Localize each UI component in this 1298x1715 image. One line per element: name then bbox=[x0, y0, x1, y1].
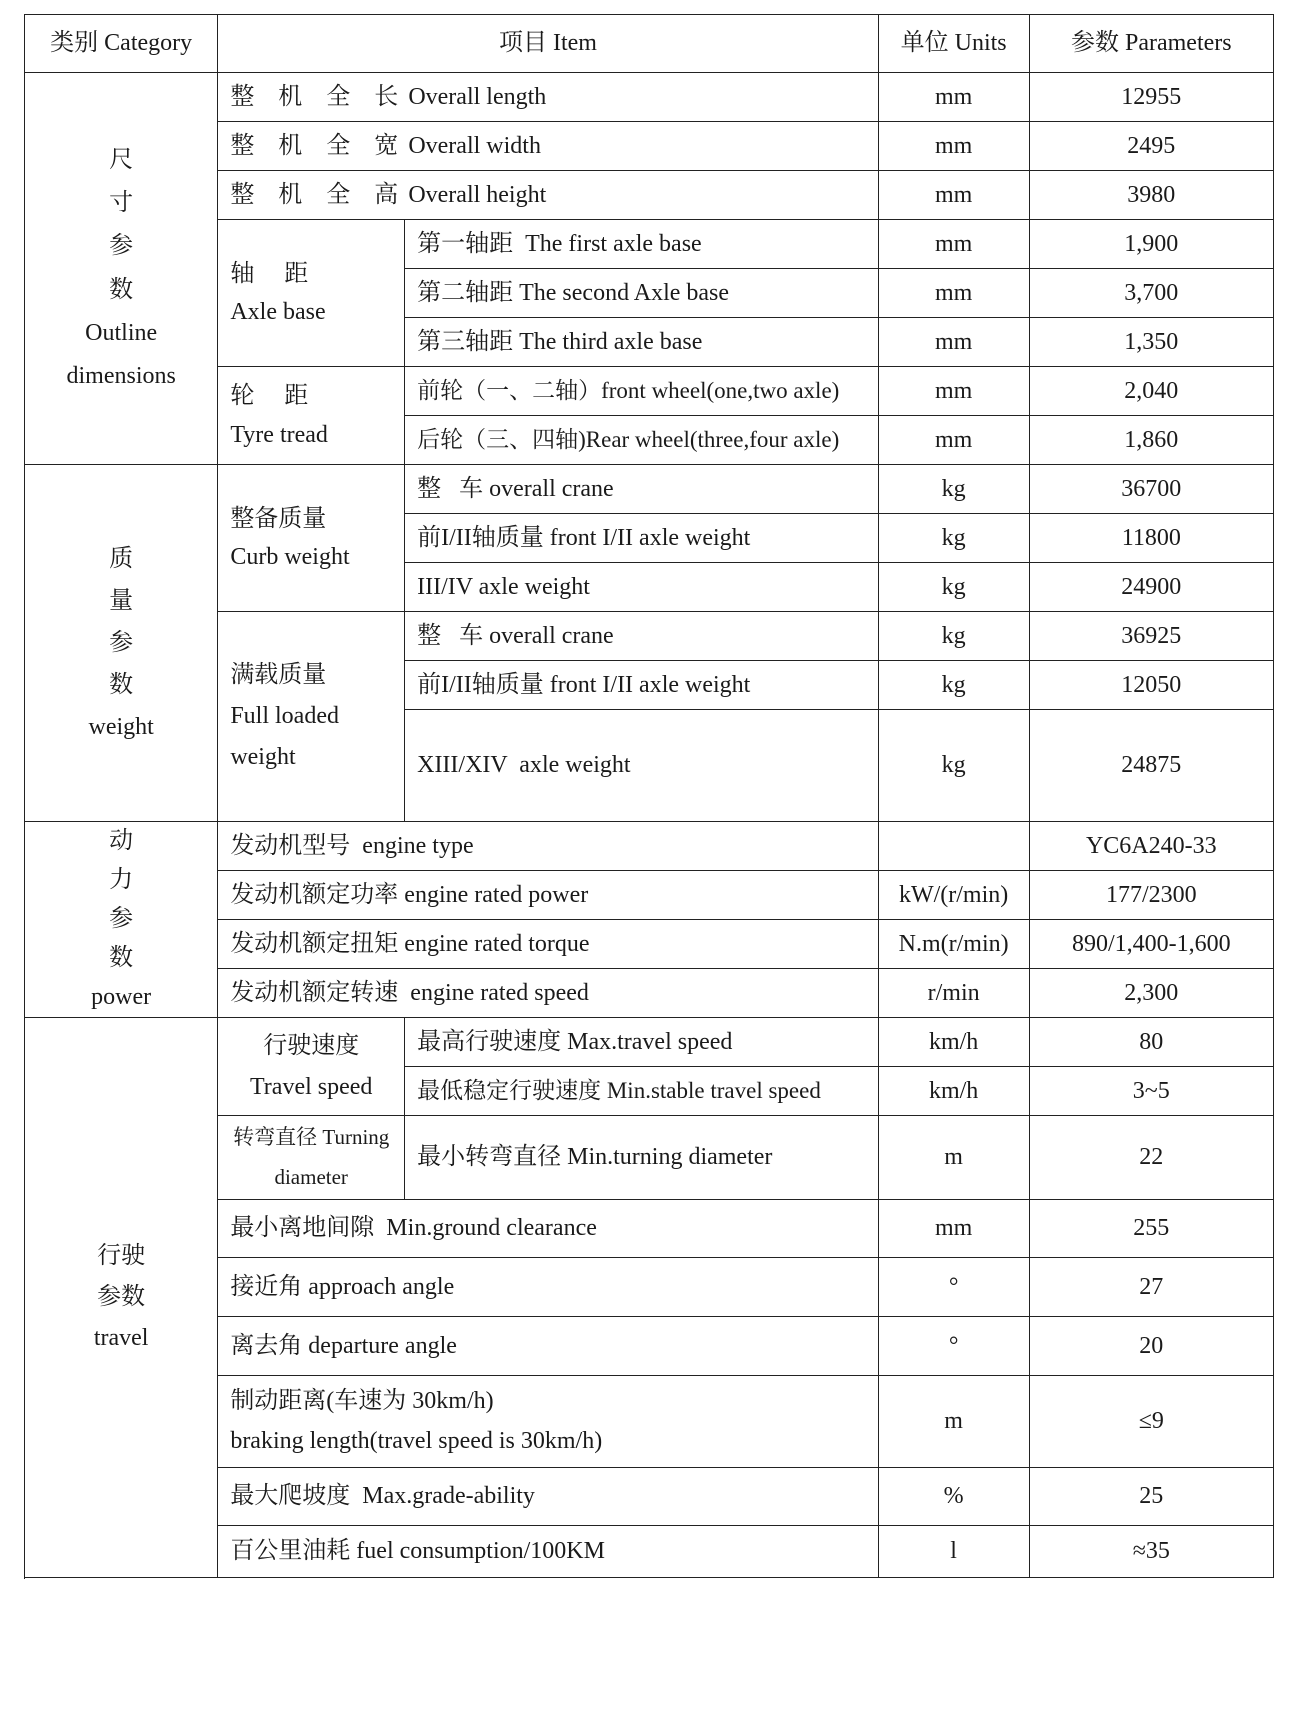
group-label: diameter bbox=[274, 1164, 348, 1189]
value-cell: 24875 bbox=[1029, 710, 1273, 822]
unit-cell: ° bbox=[878, 1258, 1029, 1317]
unit-cell: ° bbox=[878, 1317, 1029, 1376]
unit-cell: km/h bbox=[878, 1018, 1029, 1067]
value-cell: 890/1,400-1,600 bbox=[1029, 920, 1273, 969]
item-cell: 前轮（一、二轴）front wheel(one,two axle) bbox=[405, 367, 879, 416]
unit-cell: kg bbox=[878, 612, 1029, 661]
value-cell: 25 bbox=[1029, 1468, 1273, 1526]
item-cell: 接近角 approach angle bbox=[218, 1258, 878, 1317]
unit-cell: % bbox=[878, 1468, 1029, 1526]
item-cell: 整 车 overall crane bbox=[405, 465, 879, 514]
value-cell: ≤9 bbox=[1029, 1376, 1273, 1468]
item-cell bbox=[218, 122, 878, 171]
value-cell: 27 bbox=[1029, 1258, 1273, 1317]
category-text: 动 bbox=[109, 828, 134, 855]
unit-cell: mm bbox=[878, 367, 1029, 416]
item-cell bbox=[218, 171, 878, 220]
value-cell: 80 bbox=[1029, 1018, 1273, 1067]
value-cell: 20 bbox=[1029, 1317, 1273, 1376]
group-curb-weight bbox=[218, 465, 405, 612]
category-text: 质 bbox=[109, 546, 134, 572]
value-cell: 12955 bbox=[1029, 73, 1273, 122]
item-en: Overall height bbox=[408, 181, 547, 208]
item-cell: 第二轴距 The second Axle base bbox=[405, 269, 879, 318]
category-text: 数 bbox=[109, 276, 134, 303]
unit-cell: mm bbox=[878, 122, 1029, 171]
group-label: Travel speed bbox=[249, 1073, 373, 1100]
unit-cell: m bbox=[878, 1376, 1029, 1468]
category-text: dimensions bbox=[66, 362, 176, 389]
unit-cell: km/h bbox=[878, 1067, 1029, 1116]
item-zh: 整 机 全 宽 bbox=[230, 132, 403, 159]
table-row bbox=[25, 73, 1274, 122]
category-text: 寸 bbox=[109, 190, 134, 217]
value-cell: 1,900 bbox=[1029, 220, 1273, 269]
group-label: 满载质量 bbox=[230, 662, 327, 689]
item-cell: 前I/II轴质量 front I/II axle weight bbox=[405, 514, 879, 563]
group-full-loaded-weight bbox=[218, 612, 405, 822]
item-en: Overall width bbox=[408, 132, 541, 159]
category-outline bbox=[25, 73, 218, 465]
value-cell: 3,700 bbox=[1029, 269, 1273, 318]
item-cell: 百公里油耗 fuel consumption/100KM bbox=[218, 1526, 878, 1578]
unit-cell: l bbox=[878, 1526, 1029, 1578]
unit-cell: mm bbox=[878, 416, 1029, 465]
header-category: 类别 Category bbox=[25, 15, 218, 73]
item-line: braking length(travel speed is 30km/h) bbox=[230, 1427, 603, 1454]
item-cell: 最低稳定行驶速度 Min.stable travel speed bbox=[405, 1067, 879, 1116]
category-text: power bbox=[91, 983, 152, 1010]
group-label: Curb weight bbox=[230, 544, 350, 570]
item-cell: 发动机型号 engine type bbox=[218, 822, 878, 871]
category-text: 力 bbox=[109, 867, 134, 894]
group-label: Tyre tread bbox=[230, 421, 328, 448]
category-text: 参 bbox=[109, 906, 134, 933]
unit-cell: mm bbox=[878, 318, 1029, 367]
group-label: 轴 距 bbox=[230, 260, 315, 287]
item-cell: 最小离地间隙 Min.ground clearance bbox=[218, 1200, 878, 1258]
value-cell: 1,860 bbox=[1029, 416, 1273, 465]
item-cell: 整 车 overall crane bbox=[405, 612, 879, 661]
unit-cell bbox=[878, 822, 1029, 871]
unit-cell: r/min bbox=[878, 969, 1029, 1018]
value-cell: 2,300 bbox=[1029, 969, 1273, 1018]
category-power bbox=[25, 822, 218, 1018]
group-label: 轮 距 bbox=[230, 383, 315, 410]
group-label: Axle base bbox=[230, 299, 326, 325]
unit-cell: kg bbox=[878, 661, 1029, 710]
item-cell: III/IV axle weight bbox=[405, 563, 879, 612]
value-cell: 255 bbox=[1029, 1200, 1273, 1258]
category-text: travel bbox=[93, 1324, 149, 1351]
item-line: 制动距离(车速为 30km/h) bbox=[230, 1387, 494, 1414]
group-label: 整备质量 bbox=[230, 505, 327, 532]
group-travel-speed bbox=[218, 1018, 405, 1116]
category-text: 数 bbox=[109, 672, 134, 698]
unit-cell: kW/(r/min) bbox=[878, 871, 1029, 920]
unit-cell: mm bbox=[878, 220, 1029, 269]
unit-cell: mm bbox=[878, 73, 1029, 122]
item-cell: 第三轴距 The third axle base bbox=[405, 318, 879, 367]
item-cell: 发动机额定扭矩 engine rated torque bbox=[218, 920, 878, 969]
item-cell: XIII/XIV axle weight bbox=[405, 710, 879, 822]
group-label: Full loaded bbox=[230, 703, 339, 730]
group-axle-base bbox=[218, 220, 405, 367]
value-cell: 2495 bbox=[1029, 122, 1273, 171]
group-turning-diameter bbox=[218, 1116, 405, 1200]
value-cell: 3980 bbox=[1029, 171, 1273, 220]
value-cell: 3~5 bbox=[1029, 1067, 1273, 1116]
value-cell: 11800 bbox=[1029, 514, 1273, 563]
item-en: Overall length bbox=[408, 83, 547, 110]
item-cell: 发动机额定功率 engine rated power bbox=[218, 871, 878, 920]
value-cell: 24900 bbox=[1029, 563, 1273, 612]
group-label: weight bbox=[230, 743, 296, 770]
category-text: 参 bbox=[109, 233, 134, 260]
header-parameters: 参数 Parameters bbox=[1029, 15, 1273, 73]
value-cell: 36700 bbox=[1029, 465, 1273, 514]
category-text: 行驶 bbox=[97, 1243, 146, 1270]
group-label: 行驶速度 bbox=[263, 1032, 360, 1059]
category-text: 尺 bbox=[109, 146, 134, 173]
category-text: 参数 bbox=[97, 1284, 146, 1311]
value-cell: 1,350 bbox=[1029, 318, 1273, 367]
item-cell bbox=[218, 73, 878, 122]
unit-cell: mm bbox=[878, 171, 1029, 220]
category-text: 量 bbox=[109, 588, 134, 614]
item-cell: 第一轴距 The first axle base bbox=[405, 220, 879, 269]
unit-cell: mm bbox=[878, 269, 1029, 318]
item-cell: 最小转弯直径 Min.turning diameter bbox=[405, 1116, 879, 1200]
specification-table bbox=[24, 14, 1274, 1578]
item-zh: 整 机 全 高 bbox=[230, 181, 403, 208]
item-cell bbox=[218, 1376, 878, 1468]
unit-cell: mm bbox=[878, 1200, 1029, 1258]
item-cell: 离去角 departure angle bbox=[218, 1317, 878, 1376]
value-cell: 12050 bbox=[1029, 661, 1273, 710]
item-cell: 后轮（三、四轴)Rear wheel(three,four axle) bbox=[405, 416, 879, 465]
category-travel bbox=[25, 1018, 218, 1578]
item-cell: 发动机额定转速 engine rated speed bbox=[218, 969, 878, 1018]
unit-cell: kg bbox=[878, 710, 1029, 822]
value-cell: 22 bbox=[1029, 1116, 1273, 1200]
value-cell: ≈35 bbox=[1029, 1526, 1273, 1578]
value-cell: YC6A240-33 bbox=[1029, 822, 1273, 871]
category-text: weight bbox=[88, 714, 154, 740]
category-text: Outline bbox=[85, 319, 158, 346]
table-row bbox=[25, 465, 1274, 514]
header-row bbox=[25, 15, 1274, 73]
value-cell: 36925 bbox=[1029, 612, 1273, 661]
item-zh: 整 机 全 长 bbox=[230, 83, 403, 110]
group-label: 转弯直径 Turning bbox=[233, 1124, 390, 1149]
value-cell: 2,040 bbox=[1029, 367, 1273, 416]
value-cell: 177/2300 bbox=[1029, 871, 1273, 920]
header-item: 项目 Item bbox=[218, 15, 878, 73]
table-row bbox=[25, 822, 1274, 871]
item-cell: 最大爬坡度 Max.grade-ability bbox=[218, 1468, 878, 1526]
category-weight bbox=[25, 465, 218, 822]
category-text: 参 bbox=[109, 630, 134, 656]
category-text: 数 bbox=[109, 944, 134, 971]
unit-cell: kg bbox=[878, 465, 1029, 514]
unit-cell: kg bbox=[878, 514, 1029, 563]
header-units: 单位 Units bbox=[878, 15, 1029, 73]
table-row bbox=[25, 1018, 1274, 1067]
unit-cell: m bbox=[878, 1116, 1029, 1200]
unit-cell: N.m(r/min) bbox=[878, 920, 1029, 969]
item-cell: 最高行驶速度 Max.travel speed bbox=[405, 1018, 879, 1067]
item-cell: 前I/II轴质量 front I/II axle weight bbox=[405, 661, 879, 710]
unit-cell: kg bbox=[878, 563, 1029, 612]
group-tyre-tread bbox=[218, 367, 405, 465]
